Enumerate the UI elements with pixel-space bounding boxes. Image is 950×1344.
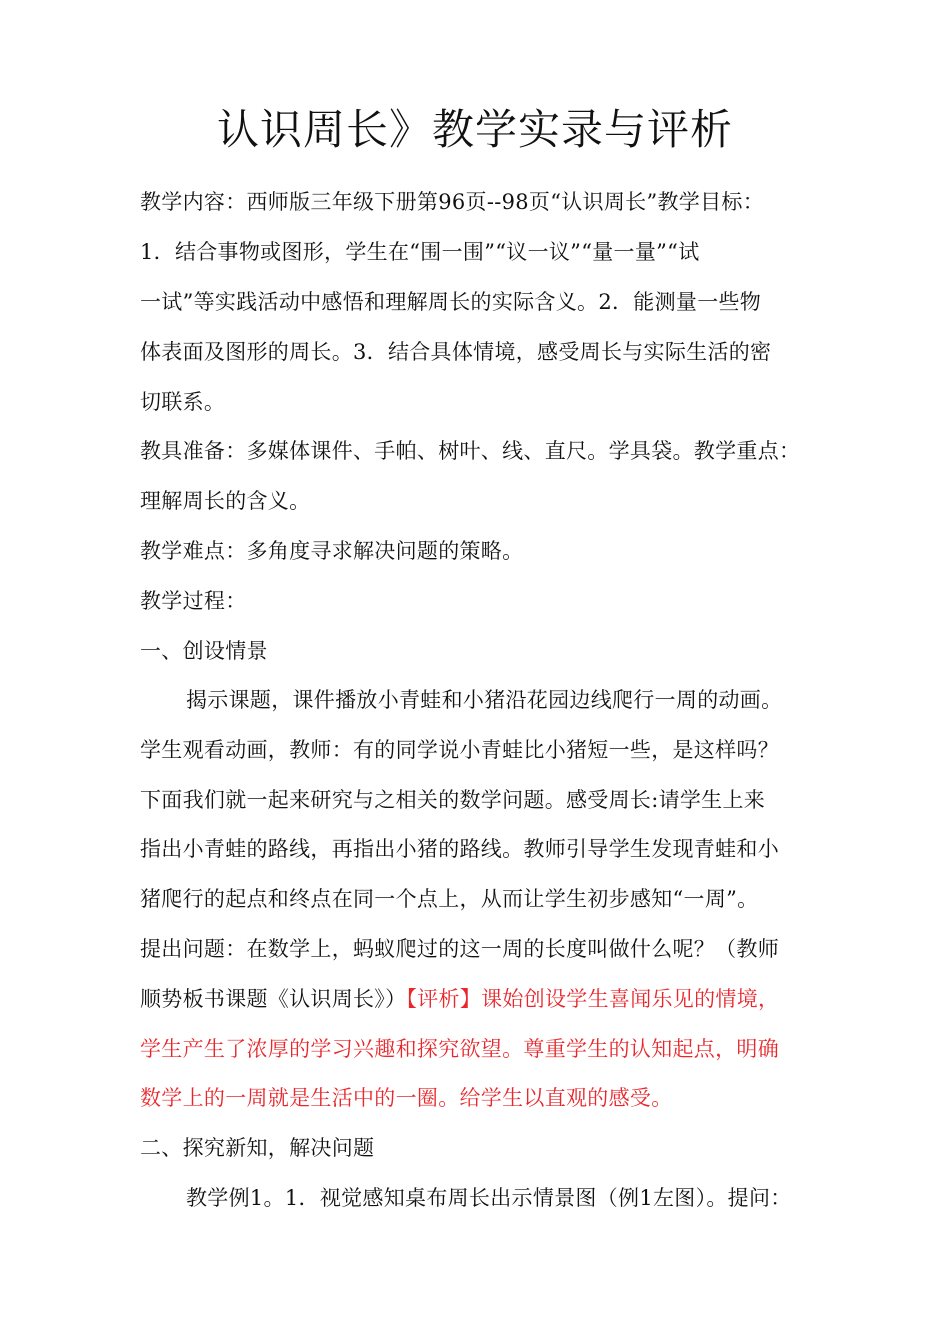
- text-line-difficulty: 教学难点：多角度寻求解决问题的策略。: [140, 539, 524, 563]
- paragraph-line-4: 指出小青蛙的路线，再指出小猪的路线。教师引导学生发现青蛙和小: [140, 837, 779, 861]
- text-line-key-point: 理解周长的含义。: [140, 489, 311, 513]
- text-line-teaching-content: 教学内容：西师版三年级下册第96页--98页“认识周长”教学目标：: [140, 190, 765, 214]
- text-line-objective-1-cont: 一试”等实践活动中感悟和理解周长的实际含义。2．能测量一些物: [140, 290, 762, 314]
- paragraph-line-1: 揭示课题，课件播放小青蛙和小猪沿花园边线爬行一周的动画。: [186, 688, 783, 712]
- comment-line-2: 学生产生了浓厚的学习兴趣和探究欲望。尊重学生的认知起点，明确: [140, 1037, 779, 1061]
- paragraph-line-7-black: 顺势板书课题《认识周长》）: [140, 987, 407, 1011]
- paragraph-line-2: 学生观看动画，教师：有的同学说小青蛙比小猪短一些，是这样吗？: [140, 738, 779, 762]
- example-line-1: 教学例1。1．视觉感知桌布周长出示情景图（例1左图）。提问：: [186, 1186, 792, 1210]
- comment-highlight: 【评析】课始创设学生喜闻乐见的情境，: [406, 987, 780, 1011]
- paragraph-line-5: 猪爬行的起点和终点在同一个点上，从而让学生初步感知“一周”。: [140, 887, 759, 911]
- document-title: 认识周长》教学实录与评析: [216, 105, 733, 154]
- section-heading-2: 二、探究新知，解决问题: [140, 1136, 375, 1160]
- paragraph-line-3: 下面我们就一起来研究与之相关的数学问题。感受周长:请学生上来: [140, 788, 766, 812]
- text-line-objective-3-cont: 切联系。: [140, 390, 226, 414]
- section-heading-1: 一、创设情景: [140, 639, 268, 663]
- paragraph-line-6: 提出问题：在数学上，蚂蚁爬过的这一周的长度叫做什么呢？（教师: [140, 937, 779, 961]
- text-line-tools: 教具准备：多媒体课件、手帕、树叶、线、直尺。学具袋。教学重点：: [140, 439, 801, 463]
- text-line-objective-2-3: 体表面及图形的周长。3．结合具体情境，感受周长与实际生活的密: [140, 340, 772, 364]
- comment-line-3: 数学上的一周就是生活中的一圈。给学生以直观的感受。: [140, 1086, 673, 1110]
- text-line-process-heading: 教学过程：: [140, 589, 247, 613]
- text-line-objective-1: 1．结合事物或图形，学生在“围一围”“议一议”“量一量”“试: [140, 240, 700, 264]
- paragraph-line-7: [140, 984, 779, 1014]
